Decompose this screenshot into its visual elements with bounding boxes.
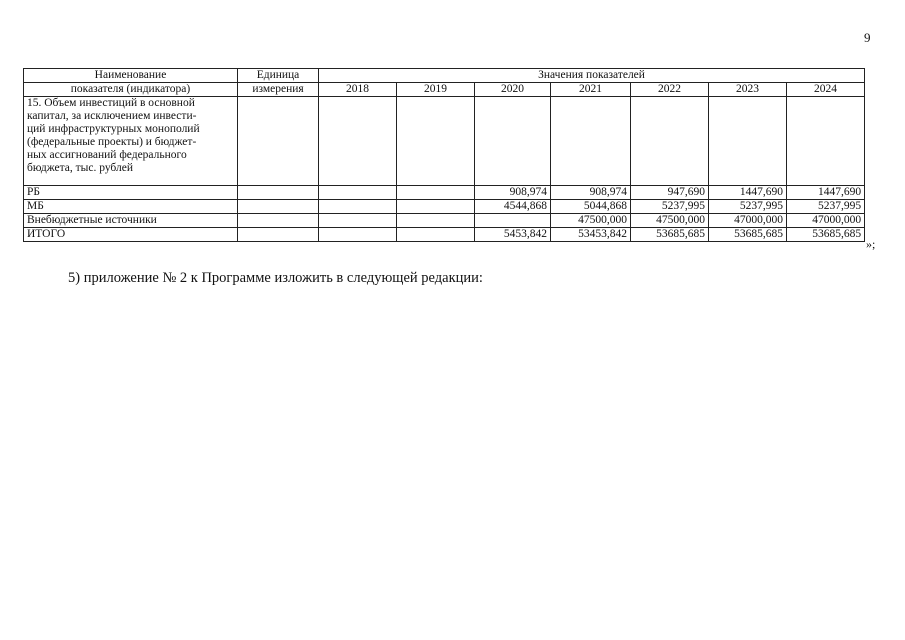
row-value: 47500,000	[631, 214, 709, 228]
row-name: ИТОГО	[24, 228, 238, 242]
table-row-rb	[24, 186, 865, 200]
empty-cell	[397, 97, 475, 186]
row-value	[319, 200, 397, 214]
row-value	[397, 200, 475, 214]
header-name-cell	[24, 69, 238, 83]
header-unit-cell	[238, 69, 319, 83]
header-year: 2020	[475, 83, 551, 97]
indicator-line: бюджета, тыс. рублей	[27, 162, 133, 174]
empty-cell	[551, 97, 631, 186]
indicator-line: 15. Объем инвестиций в основной	[27, 97, 195, 109]
indicator-line: ций инфраструктурных монополий	[27, 123, 200, 135]
empty-cell	[787, 97, 865, 186]
row-value: 5237,995	[787, 200, 865, 214]
table-row-extrabudget	[24, 214, 865, 228]
row-value	[397, 186, 475, 200]
row-value: 47000,000	[787, 214, 865, 228]
row-value: 5044,868	[551, 200, 631, 214]
row-value: 5237,995	[631, 200, 709, 214]
row-value: 908,974	[551, 186, 631, 200]
row-value: 5453,842	[475, 228, 551, 242]
header-year: 2021	[551, 83, 631, 97]
row-value: 53685,685	[709, 228, 787, 242]
row-value	[397, 214, 475, 228]
row-value: 53685,685	[631, 228, 709, 242]
row-value	[319, 214, 397, 228]
header-unit-line2: измерения	[238, 83, 319, 97]
empty-cell	[631, 97, 709, 186]
row-unit	[238, 228, 319, 242]
row-value: 47000,000	[709, 214, 787, 228]
header-year: 2022	[631, 83, 709, 97]
row-value: 1447,690	[709, 186, 787, 200]
closing-quote: »;	[866, 237, 876, 251]
header-year: 2019	[397, 83, 475, 97]
row-value	[319, 228, 397, 242]
empty-cell	[475, 97, 551, 186]
row-unit	[238, 200, 319, 214]
row-value: 5237,995	[709, 200, 787, 214]
indicator-line: капитал, за исключением инвести-	[27, 110, 197, 122]
empty-cell	[709, 97, 787, 186]
header-values-title: Значения показателей	[319, 69, 865, 83]
row-name: МБ	[24, 200, 238, 214]
table-row-mb	[24, 200, 865, 214]
header-name-line1: Наименование	[94, 69, 167, 81]
row-value: 53685,685	[787, 228, 865, 242]
row-value	[397, 228, 475, 242]
row-value: 947,690	[631, 186, 709, 200]
row-unit	[238, 186, 319, 200]
row-value	[475, 214, 551, 228]
amendment-paragraph: 5) приложение № 2 к Программе изложить в следующей редакции:	[68, 270, 483, 286]
header-unit-line1: Единица	[256, 69, 300, 81]
row-value: 53453,842	[551, 228, 631, 242]
row-value: 4544,868	[475, 200, 551, 214]
indicator-line: ных ассигнований федерального	[27, 149, 187, 161]
header-name-line2: показателя (индикатора)	[24, 83, 238, 97]
header-year: 2024	[787, 83, 865, 97]
header-year: 2023	[709, 83, 787, 97]
row-unit	[238, 214, 319, 228]
row-value	[319, 186, 397, 200]
header-row-2	[24, 83, 865, 97]
row-value: 908,974	[475, 186, 551, 200]
indicator-name-cell	[24, 97, 238, 186]
header-row-1	[24, 69, 865, 83]
indicator-row	[24, 97, 865, 186]
indicator-line: (федеральные проекты) и бюджет-	[27, 136, 197, 148]
row-value: 1447,690	[787, 186, 865, 200]
empty-cell	[238, 97, 319, 186]
table-row-total	[24, 228, 865, 242]
row-name: РБ	[24, 186, 238, 200]
row-value: 47500,000	[551, 214, 631, 228]
row-name: Внебюджетные источники	[24, 214, 238, 228]
indicators-table	[23, 68, 865, 242]
header-year: 2018	[319, 83, 397, 97]
empty-cell	[319, 97, 397, 186]
page-number: 9	[864, 30, 871, 45]
